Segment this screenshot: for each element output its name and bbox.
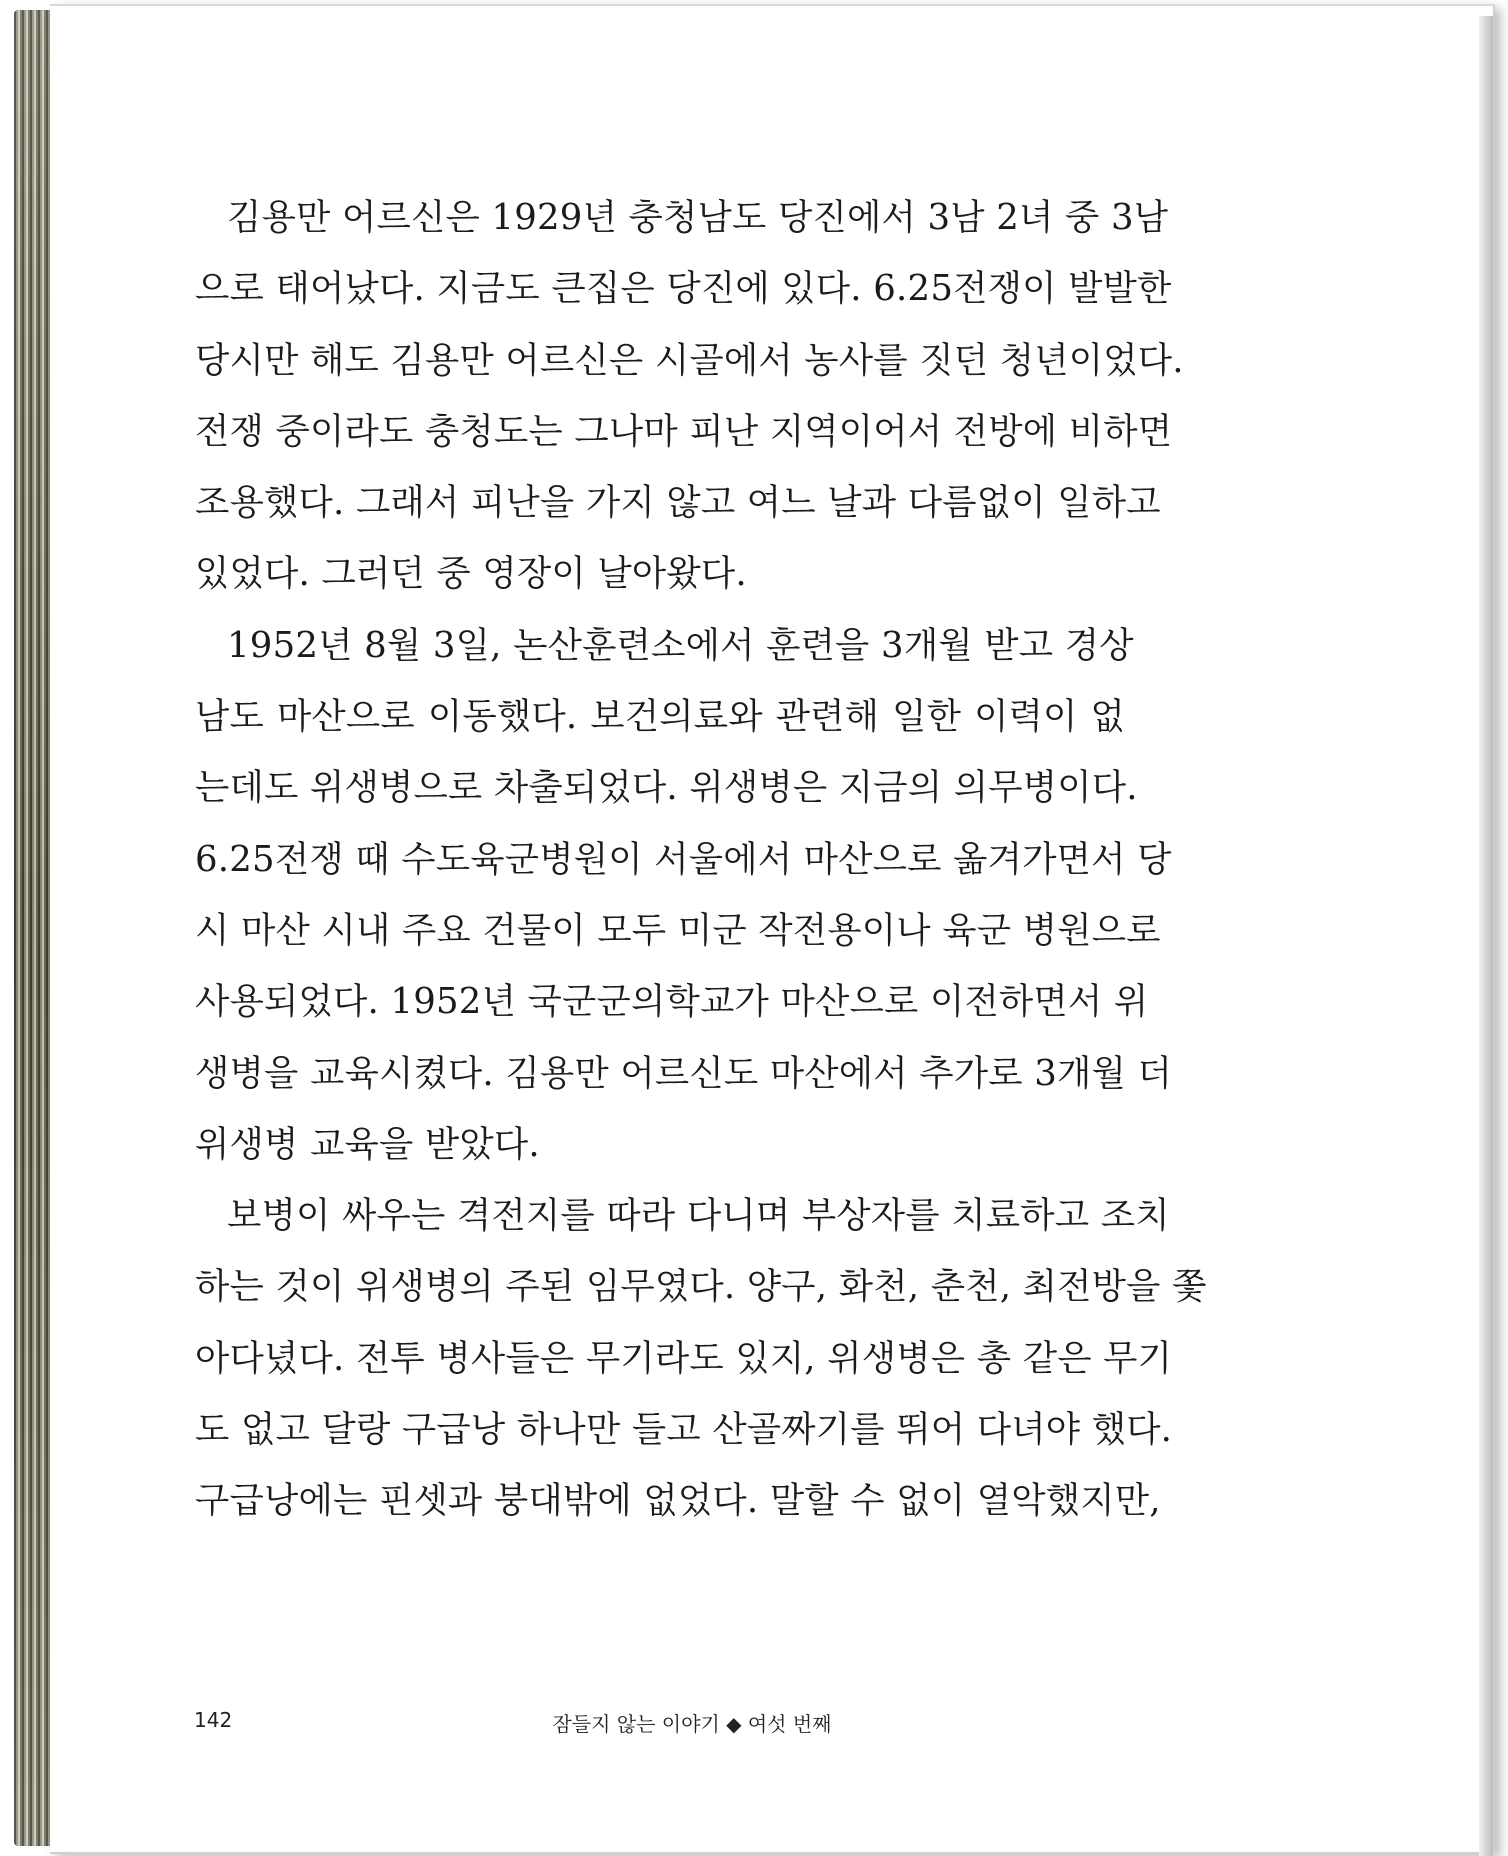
text-line: 사용되었다. 1952년 국군군의학교가 마산으로 이전하면서 위 bbox=[195, 981, 1149, 1023]
page-number: 142 bbox=[194, 1708, 233, 1732]
text-line: 남도 마산으로 이동했다. 보건의료와 관련해 일한 이력이 없 bbox=[195, 696, 1125, 738]
book-page-edges bbox=[14, 10, 54, 1846]
text-line: 김용만 어르신은 1929년 충청남도 당진에서 3남 2녀 중 3남 bbox=[227, 197, 1169, 238]
text-line: 생병을 교육시켰다. 김용만 어르신도 마산에서 추가로 3개월 더 bbox=[195, 1052, 1172, 1094]
text-line: 당시만 해도 김용만 어르신은 시골에서 농사를 짓던 청년이었다. bbox=[195, 339, 1184, 381]
text-line: 시 마산 시내 주요 건물이 모두 미군 작전용이나 육군 병원으로 bbox=[195, 909, 1161, 951]
text-line: 으로 태어났다. 지금도 큰집은 당진에 있다. 6.25전쟁이 발발한 bbox=[195, 268, 1172, 310]
text-line: 도 없고 달랑 구급낭 하나만 들고 산골짜기를 뛰어 다녀야 했다. bbox=[195, 1409, 1173, 1451]
text-line: 위생병 교육을 받았다. bbox=[195, 1123, 540, 1165]
text-line: 있었다. 그러던 중 영장이 날아왔다. bbox=[195, 553, 747, 595]
text-line: 전쟁 중이라도 충청도는 그나마 피난 지역이어서 전방에 비하면 bbox=[195, 410, 1173, 452]
text-line: 보병이 싸우는 격전지를 따라 다니며 부상자를 치료하고 조치 bbox=[227, 1195, 1170, 1237]
text-line: 하는 것이 위생병의 주된 임무였다. 양구, 화천, 춘천, 최전방을 쫓 bbox=[195, 1266, 1207, 1308]
text-line: 1952년 8월 3일, 논산훈련소에서 훈련을 3개월 받고 경상 bbox=[227, 624, 1134, 666]
text-line: 아다녔다. 전투 병사들은 무기라도 있지, 위생병은 총 같은 무기 bbox=[195, 1337, 1173, 1379]
running-title: 잠들지 않는 이야기 ◆ 여섯 번째 bbox=[552, 1712, 832, 1736]
page-right-edge bbox=[1479, 16, 1493, 1856]
text-line: 구급낭에는 핀셋과 붕대밖에 없었다. 말할 수 없이 열악했지만, bbox=[195, 1480, 1161, 1522]
body-text bbox=[195, 182, 1207, 1537]
text-line: 조용했다. 그래서 피난을 가지 않고 여느 날과 다름없이 일하고 bbox=[195, 482, 1161, 524]
text-line: 는데도 위생병으로 차출되었다. 위생병은 지금의 의무병이다. bbox=[195, 767, 1138, 809]
text-line: 6.25전쟁 때 수도육군병원이 서울에서 마산으로 옮겨가면서 당 bbox=[195, 838, 1172, 880]
